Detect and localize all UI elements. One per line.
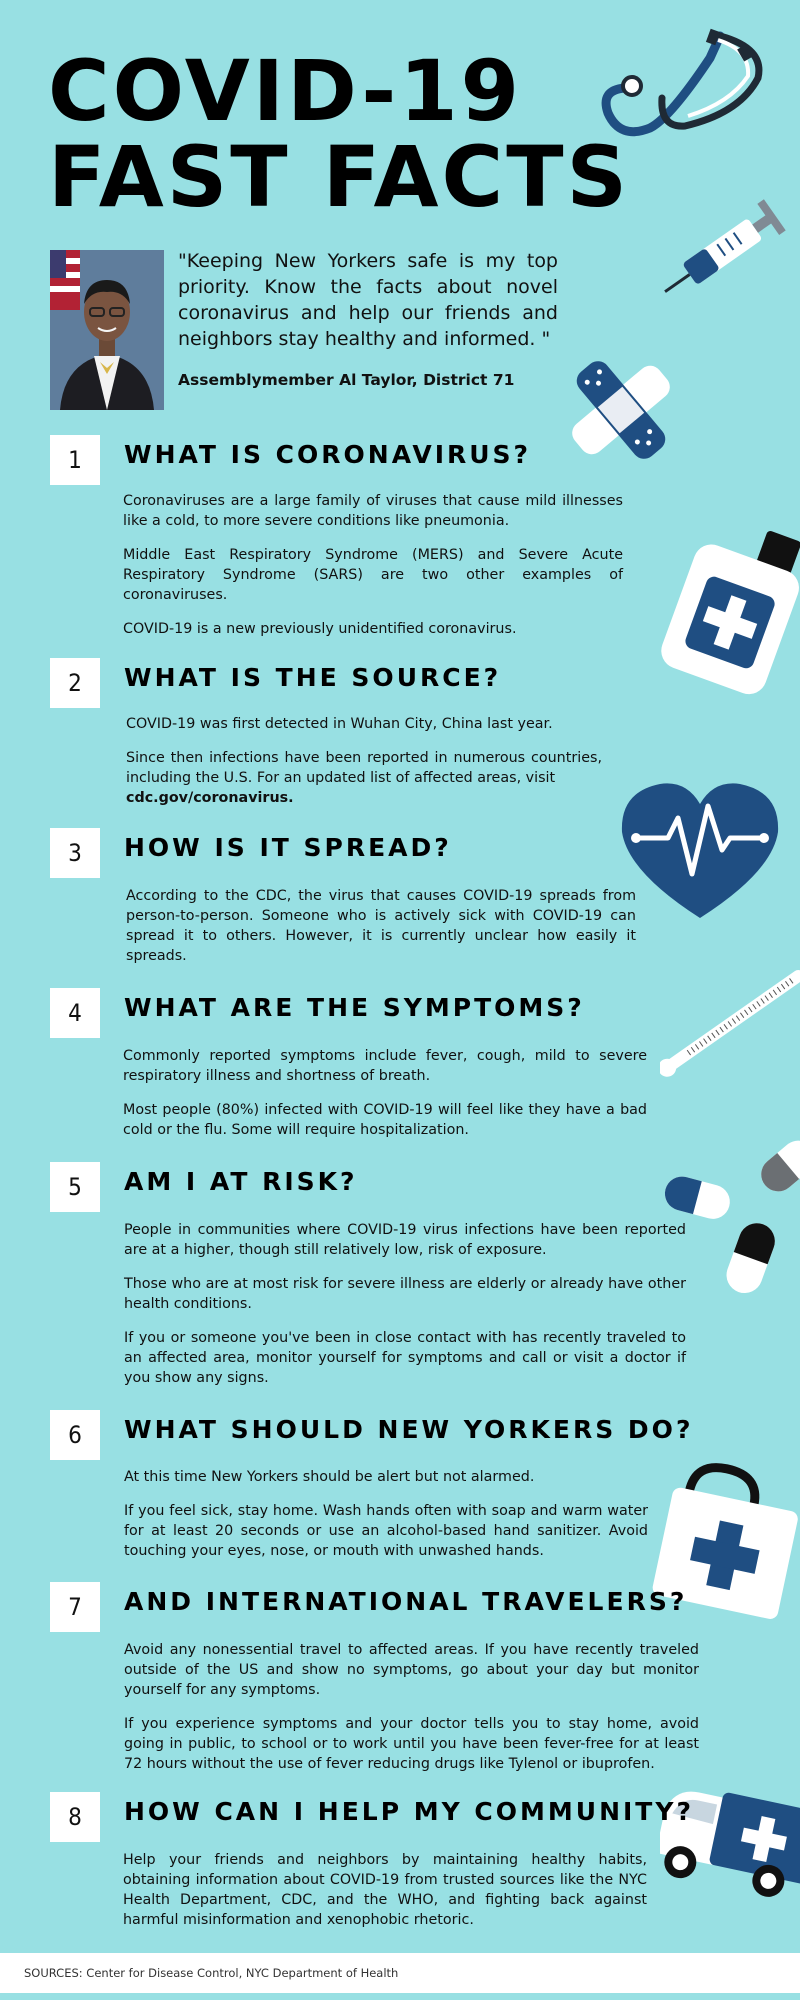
section-paragraph: At this time New Yorkers should be alert but not alarmed. xyxy=(124,1469,535,1485)
section-number: 7 xyxy=(50,1582,100,1632)
medicine-bottle-icon xyxy=(650,520,800,700)
section-title: WHAT IS CORONAVIRUS? xyxy=(124,440,532,469)
section-body xyxy=(123,491,623,653)
title-line-1: COVID-19 xyxy=(48,42,523,140)
section-paragraph: Help your friends and neighbors by maintaining healthy habits, obtaining information about COVID-19 from trusted sources like the NYC Health Department, CDC, and the WHO, and fighting back against harmful misinformation and xenophobic rhetoric. xyxy=(123,1852,647,1928)
section-number: 3 xyxy=(50,828,100,878)
section-title: AND INTERNATIONAL TRAVELERS? xyxy=(124,1587,688,1616)
sources-footer xyxy=(0,1953,800,1993)
section-number: 8 xyxy=(50,1792,100,1842)
stethoscope-icon xyxy=(590,28,770,158)
section-body xyxy=(123,1850,647,1944)
cdc-link[interactable]: cdc.gov/coronavirus. xyxy=(126,790,294,806)
thermometer-icon xyxy=(660,960,800,1090)
section-body xyxy=(123,1046,647,1154)
section-body xyxy=(124,1467,648,1575)
syringe-icon xyxy=(660,175,800,315)
quote-attribution: Assemblymember Al Taylor, District 71 xyxy=(178,371,515,389)
title-line-2: FAST FACTS xyxy=(48,128,630,226)
section-paragraph: If you feel sick, stay home. Wash hands often with soap and warm water for at least 20 seconds or use an alcohol-based hand sanitizer. Avoid touching your eyes, nose, or mouth with unwashed hands. xyxy=(124,1503,648,1559)
section-number: 4 xyxy=(50,988,100,1038)
sources-text: SOURCES: Center for Disease Control, NYC Department of Health xyxy=(24,1966,399,1980)
assemblymember-photo xyxy=(50,250,164,410)
section-paragraph: COVID-19 was first detected in Wuhan City, China last year. xyxy=(126,716,553,732)
section-paragraph: COVID-19 is a new previously unidentified coronavirus. xyxy=(123,621,517,637)
section-paragraph: If you experience symptoms and your doctor tells you to stay home, avoid going in public, to school or to work until you have been fever-free for at least 72 hours without the use of fever reducing drugs like Tylenol or ibuprofen. xyxy=(124,1716,699,1772)
section-title: WHAT IS THE SOURCE? xyxy=(124,663,502,692)
section-number: 5 xyxy=(50,1162,100,1212)
section-paragraph: Those who are at most risk for severe illness are elderly or already have other health conditions. xyxy=(124,1276,686,1312)
section-title: HOW IS IT SPREAD? xyxy=(124,833,452,862)
section-number: 2 xyxy=(50,658,100,708)
source-paragraph-text: Since then infections have been reported in numerous countries, including the U.S. For an updated list of affected areas, visit xyxy=(126,750,602,786)
section-paragraph: Coronaviruses are a large family of viruses that cause mild illnesses like a cold, to more severe conditions like pneumonia. xyxy=(123,493,623,529)
quote-text: "Keeping New Yorkers safe is my top priority. Know the facts about novel coronavirus and help our friends and neighbors stay healthy and informed. " xyxy=(178,250,558,350)
section-paragraph: If you or someone you've been in close contact with has recently traveled to an affected area, monitor yourself for symptoms and call or visit a doctor if you show any signs. xyxy=(124,1330,686,1386)
section-title: HOW CAN I HELP MY COMMUNITY? xyxy=(124,1797,694,1826)
section-paragraph: Middle East Respiratory Syndrome (MERS) and Severe Acute Respiratory Syndrome (SARS) are two other examples of coronaviruses. xyxy=(123,547,623,603)
section-title: WHAT SHOULD NEW YORKERS DO? xyxy=(124,1415,694,1444)
section-paragraph xyxy=(126,748,602,808)
section-paragraph: People in communities where COVID-19 virus infections have been reported are at a higher, though still relatively low, risk of exposure. xyxy=(124,1222,686,1258)
section-body xyxy=(126,714,602,808)
section-paragraph: According to the CDC, the virus that causes COVID-19 spreads from person-to-person. Someone who is actively sick with COVID-19 can spread it to others. However, it is currently unclear how easily it spreads. xyxy=(126,888,636,964)
section-paragraph: Most people (80%) infected with COVID-19 will feel like they have a bad cold or the flu. Some will require hospitalization. xyxy=(123,1102,647,1138)
section-body xyxy=(124,1640,699,1788)
page-title xyxy=(48,42,630,226)
section-body xyxy=(124,1220,686,1402)
heartbeat-icon xyxy=(618,780,782,920)
section-number: 1 xyxy=(50,435,100,485)
section-paragraph: Commonly reported symptoms include fever, cough, mild to severe respiratory illness and shortness of breath. xyxy=(123,1048,647,1084)
section-body xyxy=(126,886,636,980)
section-title: AM I AT RISK? xyxy=(124,1167,358,1196)
section-paragraph: Avoid any nonessential travel to affected areas. If you have recently traveled outside of the US and show no symptoms, go about your day but monitor yourself for any symptoms. xyxy=(124,1642,699,1698)
section-title: WHAT ARE THE SYMPTOMS? xyxy=(124,993,585,1022)
ambulance-icon xyxy=(660,1770,800,1910)
bandage-icon xyxy=(556,350,686,470)
section-number: 6 xyxy=(50,1410,100,1460)
